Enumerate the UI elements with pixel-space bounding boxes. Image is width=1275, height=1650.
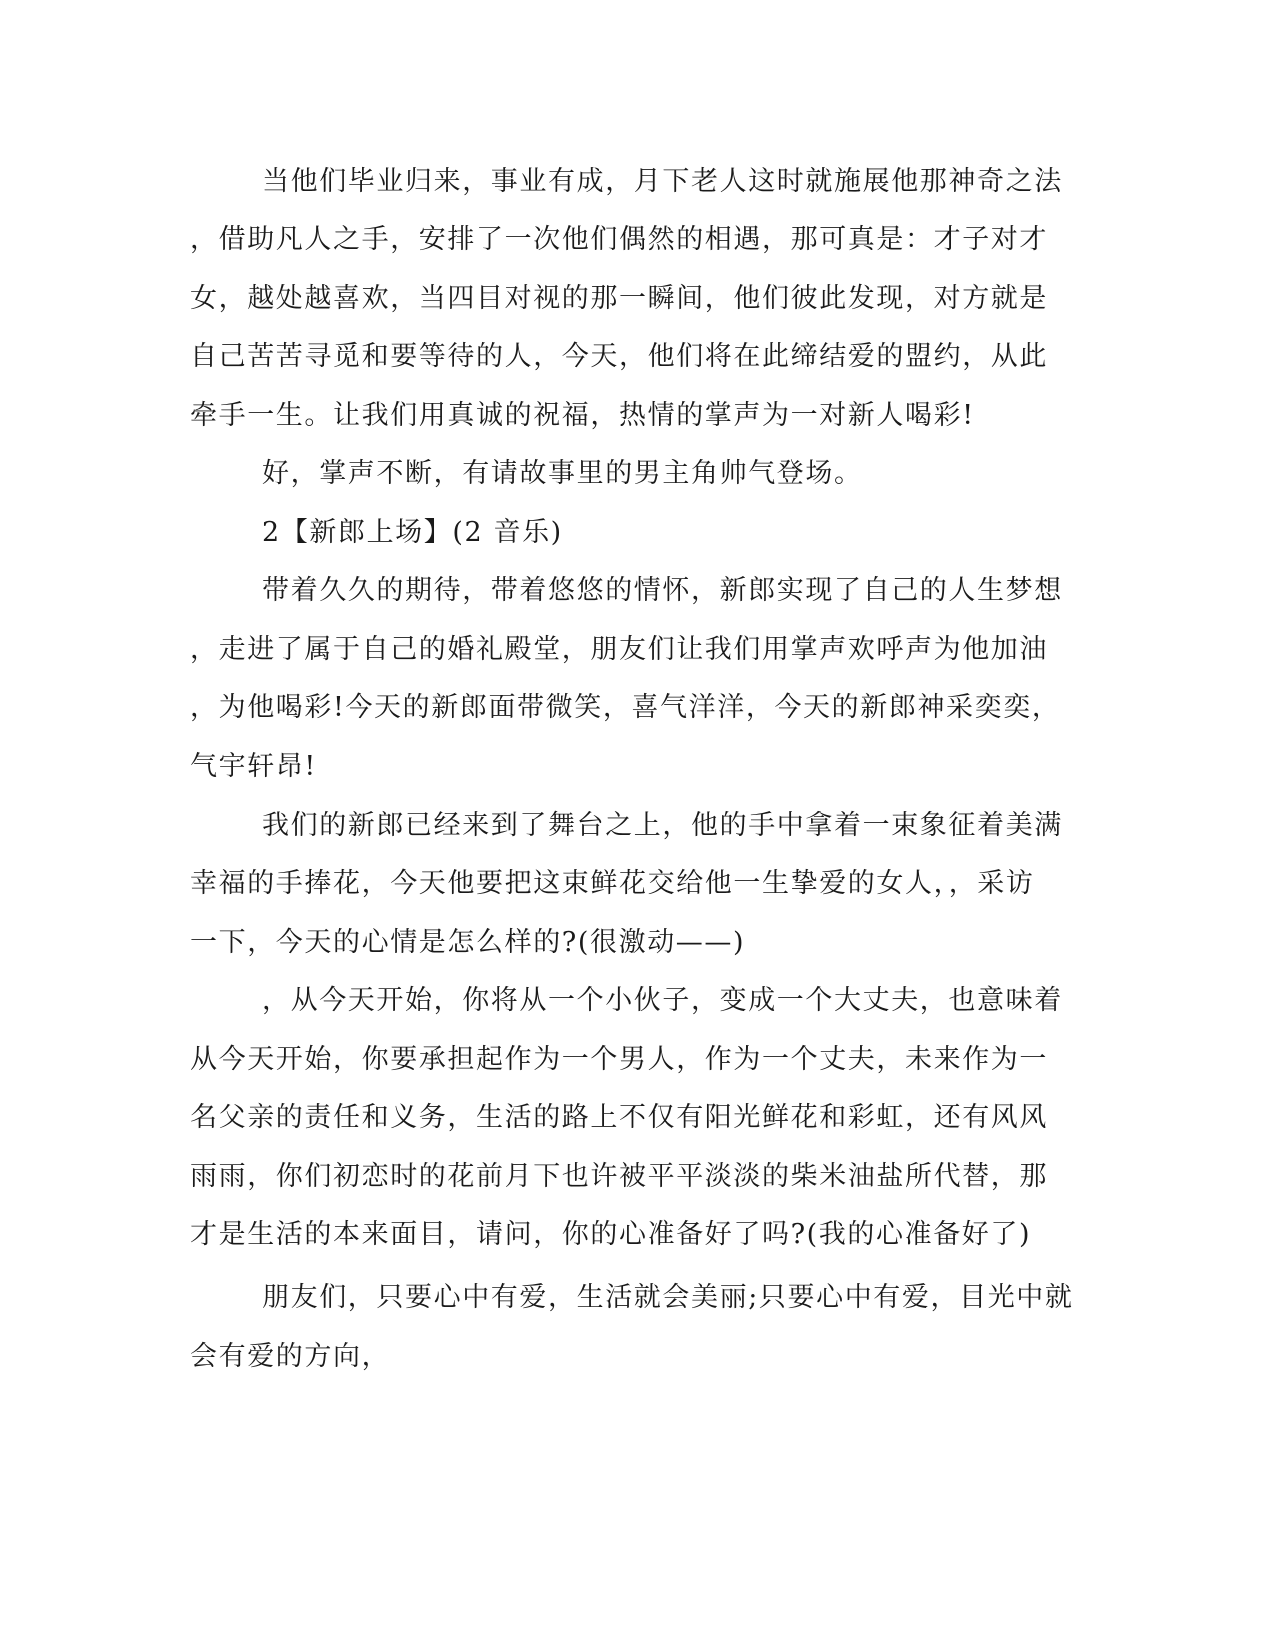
paragraph-line: 牵手一生。让我们用真诚的祝福，热情的掌声为一对新人喝彩! [190, 400, 975, 431]
paragraph-line: 会有爱的方向， [190, 1341, 391, 1372]
paragraph-line: ，走进了属于自己的婚礼殿堂，朋友们让我们用掌声欢呼声为他加油 [190, 634, 1048, 665]
paragraph-line: 当他们毕业归来，事业有成，月下老人这时就施展他那神奇之法 [262, 166, 1063, 197]
paragraph-line: 从今天开始，你要承担起作为一个男人，作为一个丈夫，未来作为一 [190, 1044, 1048, 1075]
paragraph-line: 一下，今天的心情是怎么样的?(很激动——) [190, 927, 746, 958]
paragraph-line: 名父亲的责任和义务，生活的路上不仅有阳光鲜花和彩虹，还有风风 [190, 1102, 1048, 1133]
paragraph-line: 我们的新郎已经来到了舞台之上，他的手中拿着一束象征着美满 [262, 810, 1063, 841]
paragraph-line: 女，越处越喜欢，当四目对视的那一瞬间，他们彼此发现，对方就是 [190, 283, 1048, 314]
paragraph-line: 带着久久的期待，带着悠悠的情怀，新郎实现了自己的人生梦想 [262, 575, 1063, 606]
paragraph-line: 好，掌声不断，有请故事里的男主角帅气登场。 [262, 458, 863, 489]
paragraph-line: 雨雨，你们初恋时的花前月下也许被平平淡淡的柴米油盐所代替，那 [190, 1161, 1048, 1192]
paragraph-line: 自己苦苦寻觅和要等待的人，今天，他们将在此缔结爱的盟约，从此 [190, 341, 1048, 372]
paragraph-line: 才是生活的本来面目，请问，你的心准备好了吗?(我的心准备好了) [190, 1219, 1032, 1250]
paragraph-line: 气宇轩昂! [190, 751, 317, 782]
paragraph-line: ，从今天开始，你将从一个小伙子，变成一个大丈夫，也意味着 [262, 985, 1063, 1016]
paragraph-line: 幸福的手捧花，今天他要把这束鲜花交给他一生挚爱的女人，，采访 [190, 868, 1035, 899]
paragraph-line: ，借助凡人之手，安排了一次他们偶然的相遇，那可真是：才子对才 [190, 224, 1048, 255]
paragraph-line: 朋友们，只要心中有爱，生活就会美丽;只要心中有爱，目光中就 [262, 1282, 1074, 1313]
paragraph-line: ，为他喝彩!今天的新郎面带微笑，喜气洋洋，今天的新郎神采奕奕， [190, 692, 1061, 723]
section-heading: 2【新郎上场】(2 音乐) [262, 517, 563, 548]
